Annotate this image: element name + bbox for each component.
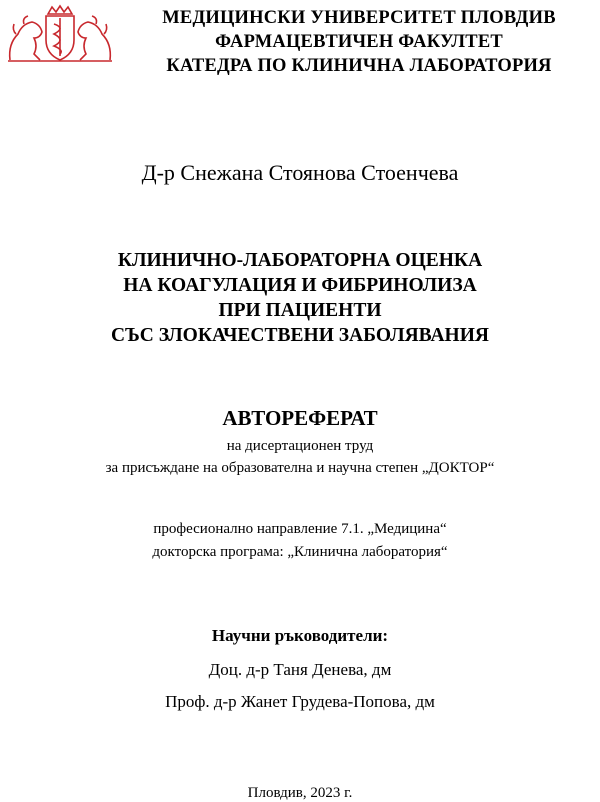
title-line: КЛИНИЧНО-ЛАБОРАТОРНА ОЦЕНКА xyxy=(117,250,483,271)
abstract-heading: АВТОРЕФЕРАТ xyxy=(222,406,378,430)
title-line: НА КОАГУЛАЦИЯ И ФИБРИНОЛИЗА xyxy=(123,275,477,296)
faculty-name: ФАРМАЦЕВТИЧЕН ФАКУЛТЕТ xyxy=(215,32,503,52)
abstract-subtitle-1: на дисертационен труд xyxy=(226,438,374,454)
advisor-name: Проф. д-р Жанет Грудева-Попова, дм xyxy=(165,692,435,711)
advisor-name: Доц. д-р Таня Денева, дм xyxy=(208,660,392,679)
author-name: Д-р Снежана Стоянова Стоенчева xyxy=(141,160,459,185)
abstract-subtitle-2: за присъждане на образователна и научна степен „ДОКТОР“ xyxy=(105,460,495,476)
title-line: СЪС ЗЛОКАЧЕСТВЕНИ ЗАБОЛЯВАНИЯ xyxy=(111,325,489,346)
title-line: ПРИ ПАЦИЕНТИ xyxy=(218,300,382,321)
doctoral-program: докторска програма: „Клинична лаборатория“ xyxy=(152,544,448,560)
advisors-heading: Научни ръководители: xyxy=(211,626,389,645)
place-and-year: Пловдив, 2023 г. xyxy=(247,785,353,801)
university-seal-icon xyxy=(4,4,116,64)
university-name: МЕДИЦИНСКИ УНИВЕРСИТЕТ ПЛОВДИВ xyxy=(162,8,556,28)
professional-field: професионално направление 7.1. „Медицина“ xyxy=(153,521,447,537)
institution-header xyxy=(124,6,594,78)
department-name: КАТЕДРА ПО КЛИНИЧНА ЛАБОРАТОРИЯ xyxy=(166,56,552,76)
dissertation-title xyxy=(0,248,600,348)
